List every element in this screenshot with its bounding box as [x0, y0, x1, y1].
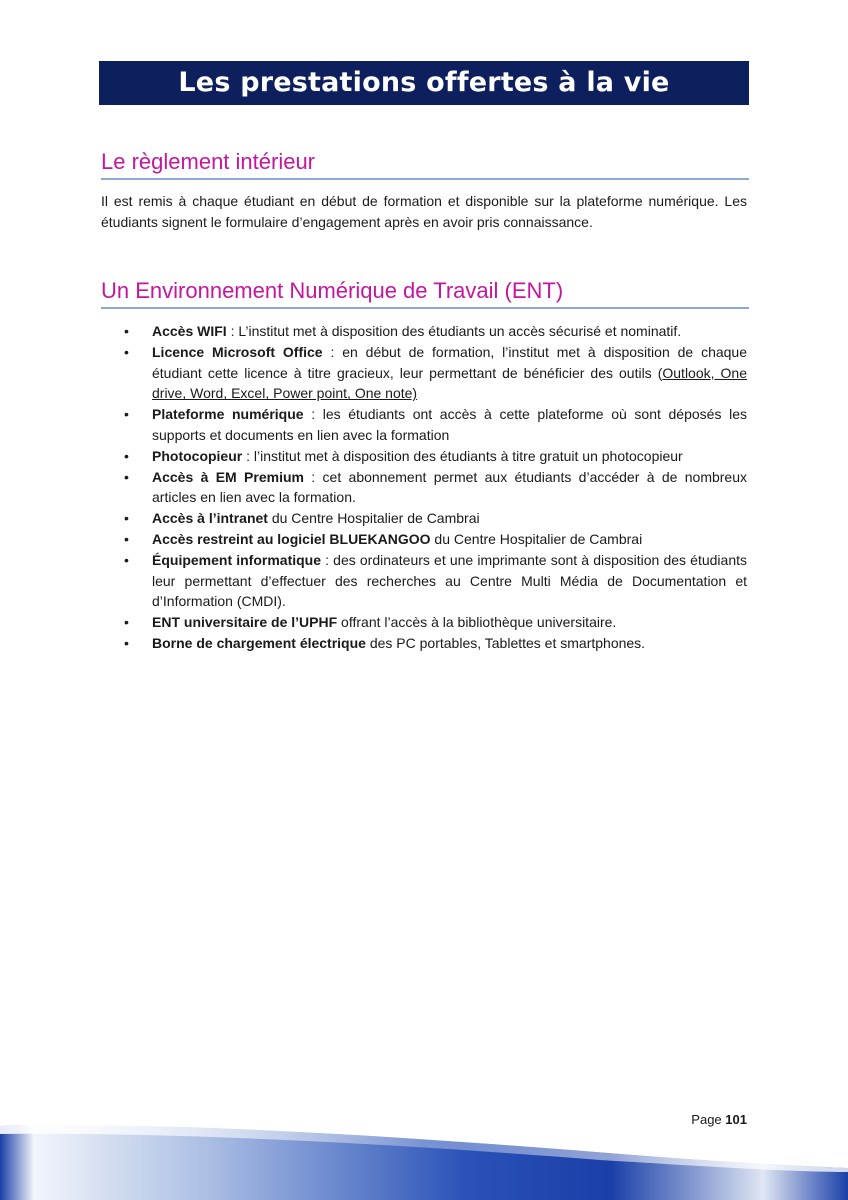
- item-label: ENT universitaire de l’UPHF: [152, 614, 338, 631]
- item-label: Accès restreint au logiciel BLUEKANGOO: [152, 530, 431, 547]
- ent-bullet-list: [101, 321, 747, 654]
- section-heading-ent: Un Environnement Numérique de Travail (ENT): [101, 278, 749, 309]
- item-text: : cet abonnement permet aux étudiants d’accéder à de nombreux articles en lien avec la formation.: [152, 468, 747, 506]
- item-text: : L’institut met à disposition des étudiants un accès sécurisé et nominatif.: [226, 323, 682, 339]
- bullet-icon: •: [124, 406, 129, 423]
- bullet-icon: •: [124, 634, 129, 651]
- item-label: Photocopieur: [152, 447, 243, 464]
- reglement-paragraph: Il est remis à chaque étudiant en début de formation et disponible sur la plateforme numérique. Les étudiants signent le formulaire d’engagement après en avoir pris connaissance.: [101, 193, 747, 230]
- page-title-banner: Les prestations offertes à la vie étudiante: [99, 61, 749, 105]
- bullet-icon: •: [124, 510, 129, 527]
- list-item: [101, 612, 747, 633]
- page-label: Page: [691, 1112, 722, 1127]
- section-heading-reglement: Le règlement intérieur: [101, 149, 749, 180]
- item-label: Licence Microsoft Office: [152, 343, 323, 360]
- item-text: : l’institut met à disposition des étudiants à titre gratuit un photocopieur: [242, 447, 683, 464]
- list-item: [101, 446, 747, 467]
- item-text: offrant l’accès à la bibliothèque universitaire.: [337, 614, 617, 631]
- item-text: du Centre Hospitalier de Cambrai: [267, 510, 480, 527]
- bullet-icon: •: [124, 343, 129, 360]
- item-label: Équipement informatique: [152, 551, 322, 568]
- bullet-icon: •: [124, 551, 129, 568]
- list-item: [101, 633, 747, 654]
- list-item: [101, 404, 747, 446]
- item-text: : en début de formation, l’institut met à disposition de chaque étudiant cette licence à titre gracieux, leur permettant de bénéficier des outils (: [152, 343, 747, 381]
- bullet-icon: •: [124, 530, 129, 547]
- bullet-icon: •: [124, 468, 129, 485]
- list-item: [101, 467, 747, 509]
- list-item: [101, 321, 747, 342]
- list-item: [101, 529, 747, 550]
- bullet-icon: •: [124, 323, 129, 339]
- bullet-icon: •: [124, 614, 129, 631]
- bullet-icon: •: [124, 447, 129, 464]
- list-item: [101, 508, 747, 529]
- list-item: [101, 550, 747, 612]
- item-text: du Centre Hospitalier de Cambrai: [430, 530, 643, 547]
- item-text: : les étudiants ont accès à cette plateforme où sont déposés les supports et documents en lien avec la formation: [152, 406, 747, 443]
- item-text: : des ordinateurs et une imprimante sont à disposition des étudiants leur permettant d’effectuer des recherches au Centre Multi Média de Documentation et d’Information (CMDI).: [152, 551, 747, 610]
- item-text: des PC portables, Tablettes et smartphones.: [365, 634, 646, 651]
- list-item: [101, 342, 747, 404]
- item-label: Accès à EM Premium: [152, 468, 304, 485]
- footer-wave-decoration: [0, 1120, 848, 1200]
- item-label: Borne de chargement électrique: [152, 634, 366, 651]
- item-label: Accès à l’intranet: [152, 510, 268, 527]
- underlined-tools-text: Outlook, One drive, Word, Excel, Power point, One note): [152, 364, 747, 402]
- item-label: Plateforme numérique: [152, 406, 304, 423]
- item-label: Accès WIFI: [152, 323, 227, 339]
- page-number-value: 101: [725, 1112, 747, 1127]
